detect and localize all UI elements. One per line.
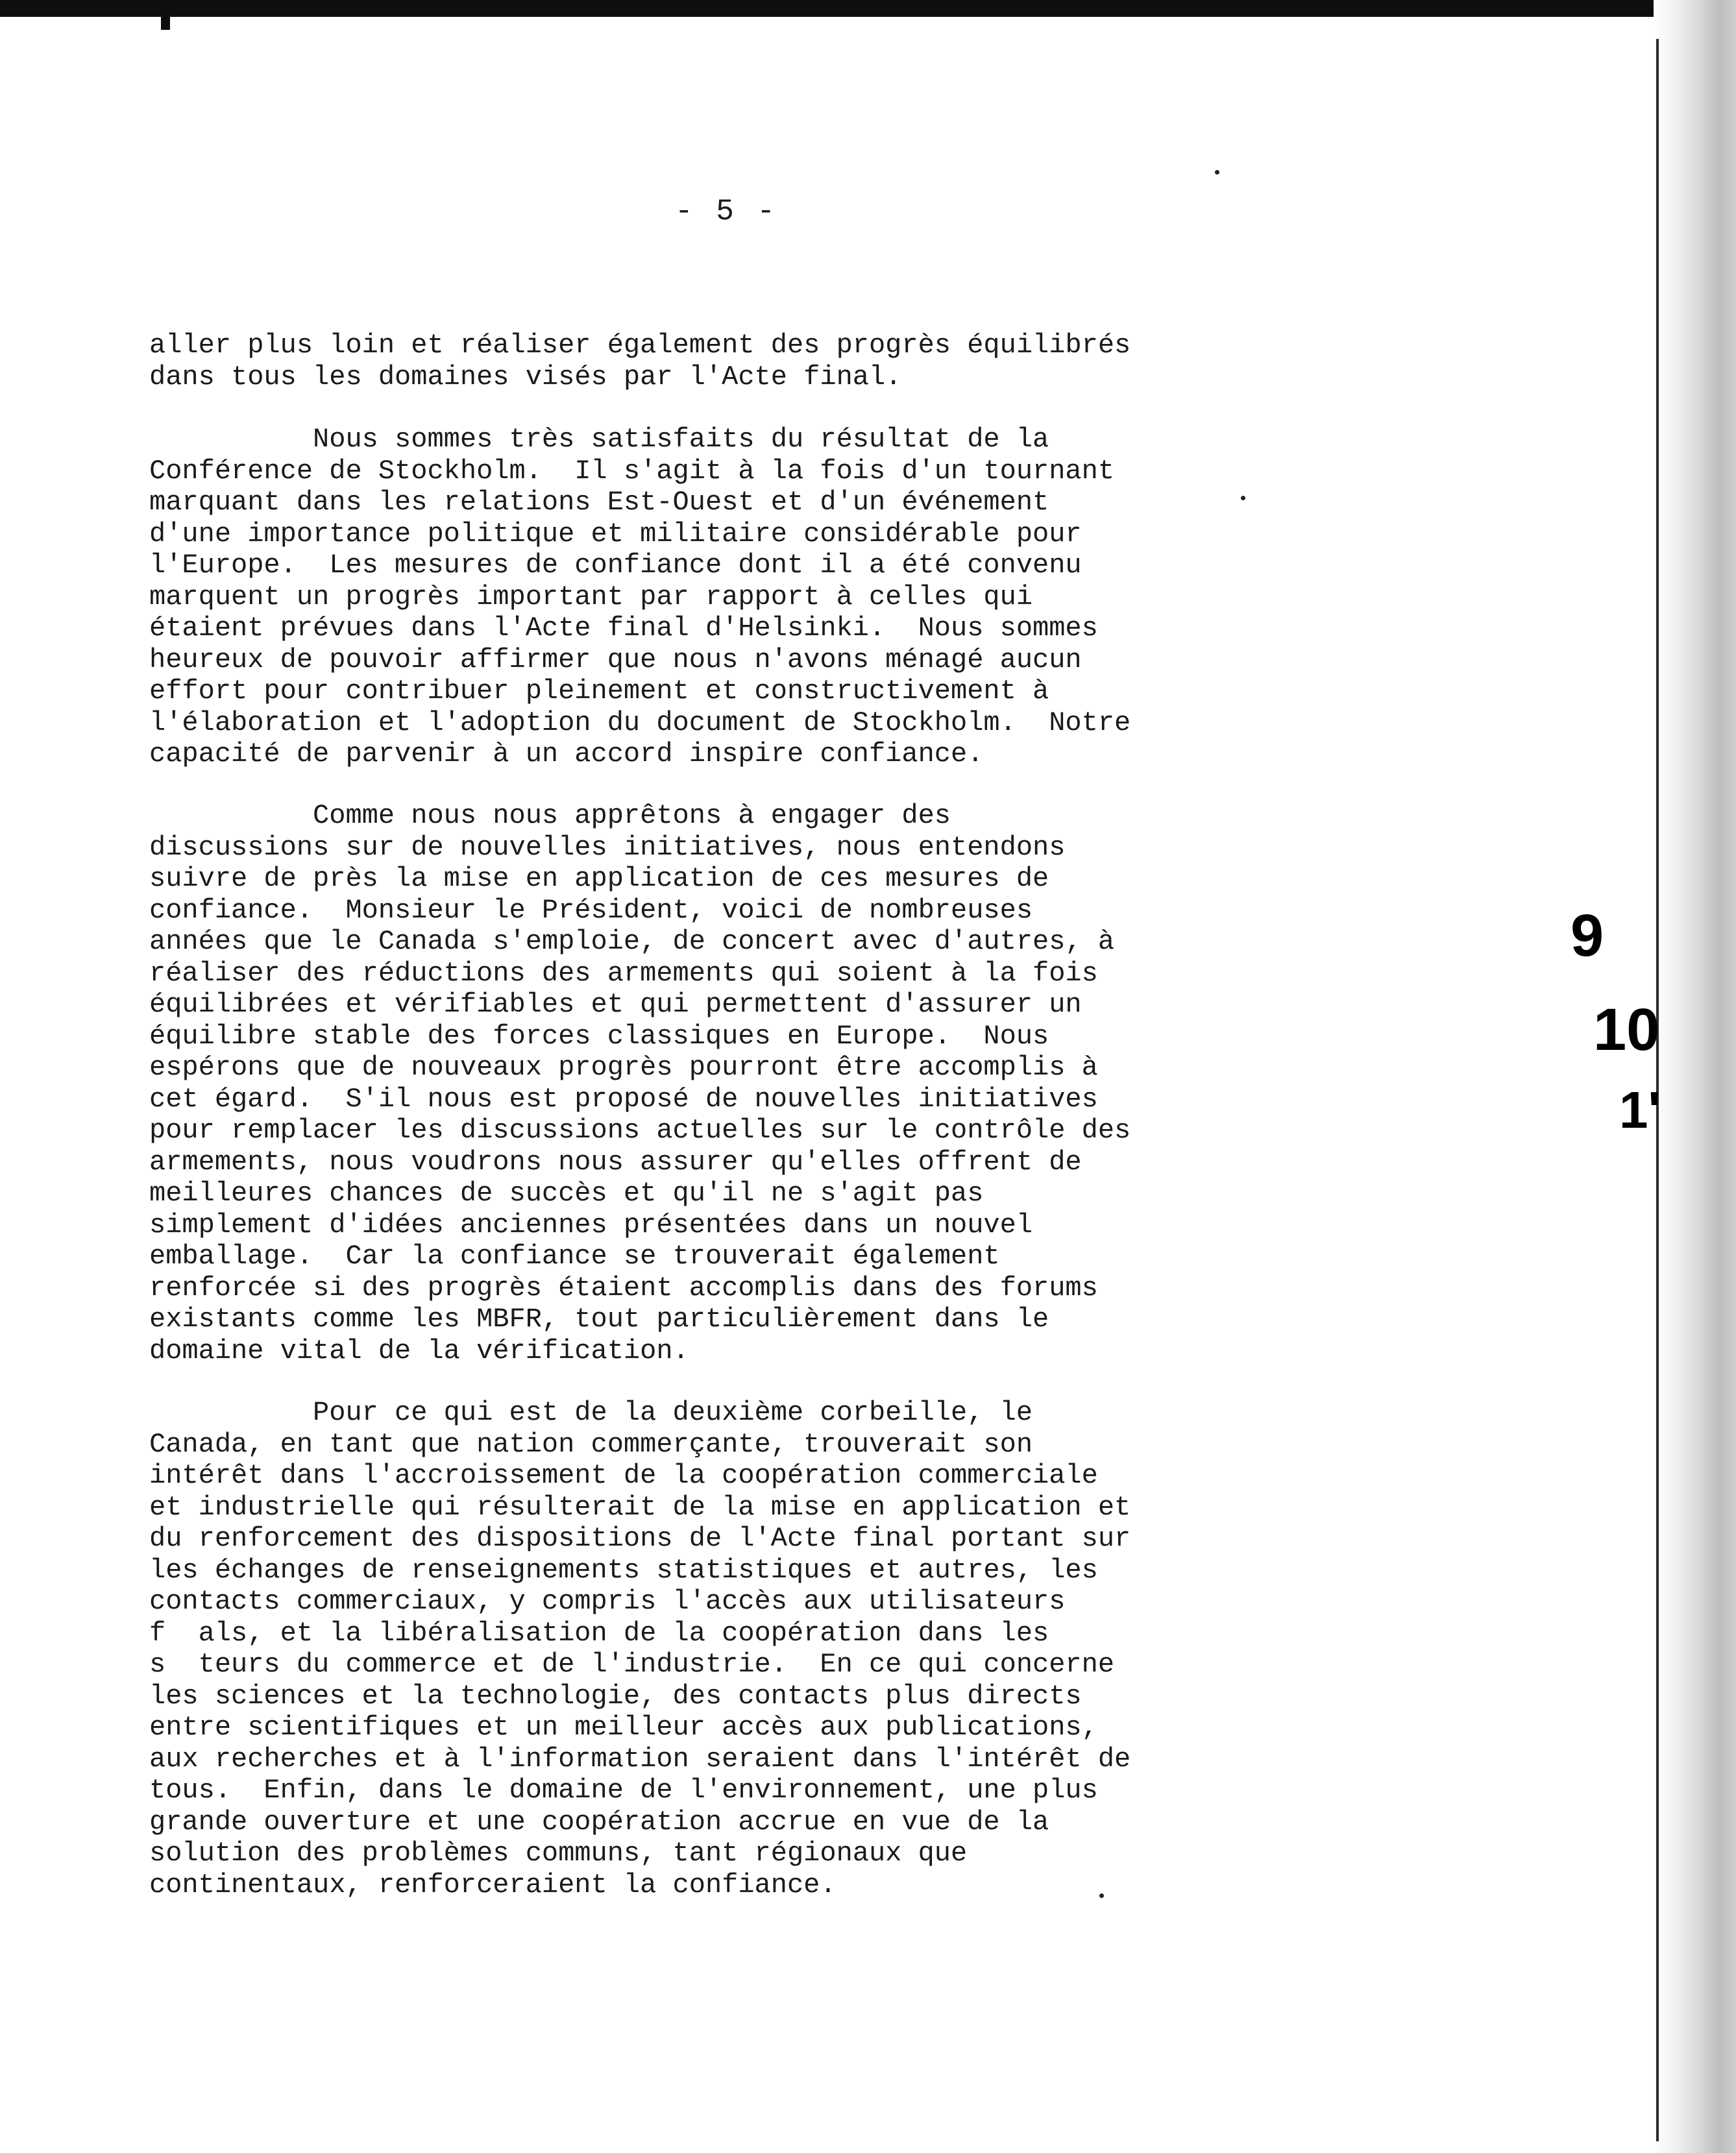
text-line: marquant dans les relations Est-Ouest et d'un événement <box>149 487 1049 518</box>
text-line: continentaux, renforceraient la confiance. <box>149 1869 837 1901</box>
text-line: tous. Enfin, dans le domaine de l'environnement, une plus <box>149 1775 1098 1806</box>
scan-right-edge <box>1654 0 1736 2153</box>
text-line: emballage. Car la confiance se trouverait également <box>149 1241 1000 1272</box>
text-line: pour remplacer les discussions actuelles sur le contrôle des <box>149 1115 1131 1146</box>
text-line: Conférence de Stockholm. Il s'agit à la fois d'un tournant <box>149 455 1115 487</box>
text-line: espérons que de nouveaux progrès pourront être accomplis à <box>149 1052 1098 1083</box>
text-line: cet égard. S'il nous est proposé de nouvelles initiatives <box>149 1083 1098 1115</box>
text-line: domaine vital de la vérification. <box>149 1335 689 1367</box>
text-line: aux recherches et à l'information seraient dans l'intérêt de <box>149 1743 1131 1775</box>
text-line: Canada, en tant que nation commerçante, trouverait son <box>149 1428 1033 1460</box>
text-line: marquent un progrès important par rapport à celles qui <box>149 581 1033 613</box>
text-line: solution des problèmes communs, tant régionaux que <box>149 1838 968 1869</box>
scan-top-border <box>0 0 1736 17</box>
text-line: intérêt dans l'accroissement de la coopération commerciale <box>149 1460 1098 1491</box>
paragraph <box>149 424 1317 770</box>
text-line: discussions sur de nouvelles initiatives, nous entendons <box>149 831 1066 863</box>
text-line: simplement d'idées anciennes présentées dans un nouvel <box>149 1209 1033 1241</box>
text-line: capacité de parvenir à un accord inspire confiance. <box>149 738 984 770</box>
text-line: f als, et la libéralisation de la coopération dans les <box>149 1617 1049 1649</box>
text-line: les sciences et la technologie, des contacts plus directs <box>149 1680 1082 1712</box>
text-line: confiance. Monsieur le Président, voici de nombreuses <box>149 894 1033 926</box>
text-line: les échanges de renseignements statistiques et autres, les <box>149 1554 1098 1586</box>
text-line: années que le Canada s'emploie, de concert avec d'autres, à <box>149 926 1115 957</box>
paragraph <box>149 330 1317 393</box>
text-line: Nous sommes très satisfaits du résultat de la <box>149 424 1049 455</box>
text-line: et industrielle qui résulterait de la mise en application et <box>149 1491 1131 1523</box>
text-line: aller plus loin et réaliser également des progrès équilibrés <box>149 330 1131 361</box>
text-line: équilibre stable des forces classiques en Europe. Nous <box>149 1020 1049 1052</box>
text-line: suivre de près la mise en application de ces mesures de <box>149 863 1049 894</box>
text-line: Comme nous nous apprêtons à engager des <box>149 800 951 831</box>
text-line: étaient prévues dans l'Acte final d'Helsinki. Nous sommes <box>149 613 1098 644</box>
scan-top-notch <box>161 0 170 30</box>
text-line: du renforcement des dispositions de l'Acte final portant sur <box>149 1523 1131 1554</box>
text-line: réaliser des réductions des armements qui soient à la fois <box>149 957 1098 989</box>
text-line: équilibrées et vérifiables et qui permettent d'assurer un <box>149 989 1082 1020</box>
text-line: contacts commerciaux, y compris l'accès aux utilisateurs <box>149 1586 1066 1617</box>
margin-tab-label: 1' <box>1619 1081 1661 1139</box>
margin-tab-label: 10 <box>1593 997 1660 1063</box>
text-line: d'une importance politique et militaire considérable pour <box>149 518 1082 550</box>
scan-speck <box>1215 170 1219 175</box>
text-line: grande ouverture et une coopération accrue en vue de la <box>149 1806 1049 1838</box>
text-line: Pour ce qui est de la deuxième corbeille, le <box>149 1397 1033 1428</box>
text-line: l'élaboration et l'adoption du document de Stockholm. Notre <box>149 707 1131 738</box>
paragraph <box>149 800 1317 1367</box>
text-line: heureux de pouvoir affirmer que nous n'avons ménagé aucun <box>149 644 1082 675</box>
text-line: entre scientifiques et un meilleur accès aux publications, <box>149 1712 1098 1743</box>
text-line: l'Europe. Les mesures de confiance dont il a été convenu <box>149 550 1082 581</box>
text-line: s teurs du commerce et de l'industrie. En ce qui concerne <box>149 1649 1115 1680</box>
text-line: dans tous les domaines visés par l'Acte final. <box>149 361 902 393</box>
text-line: meilleures chances de succès et qu'il ne s'agit pas <box>149 1178 984 1209</box>
text-line: existants comme les MBFR, tout particulièrement dans le <box>149 1304 1049 1335</box>
text-line: armements, nous voudrons nous assurer qu'elles offrent de <box>149 1146 1082 1178</box>
text-line: effort pour contribuer pleinement et constructivement à <box>149 675 1049 707</box>
text-line: renforcée si des progrès étaient accomplis dans des forums <box>149 1272 1098 1304</box>
margin-tab-label: 9 <box>1571 903 1604 969</box>
page-number: - 5 - <box>675 195 778 228</box>
paragraph <box>149 1397 1317 1901</box>
